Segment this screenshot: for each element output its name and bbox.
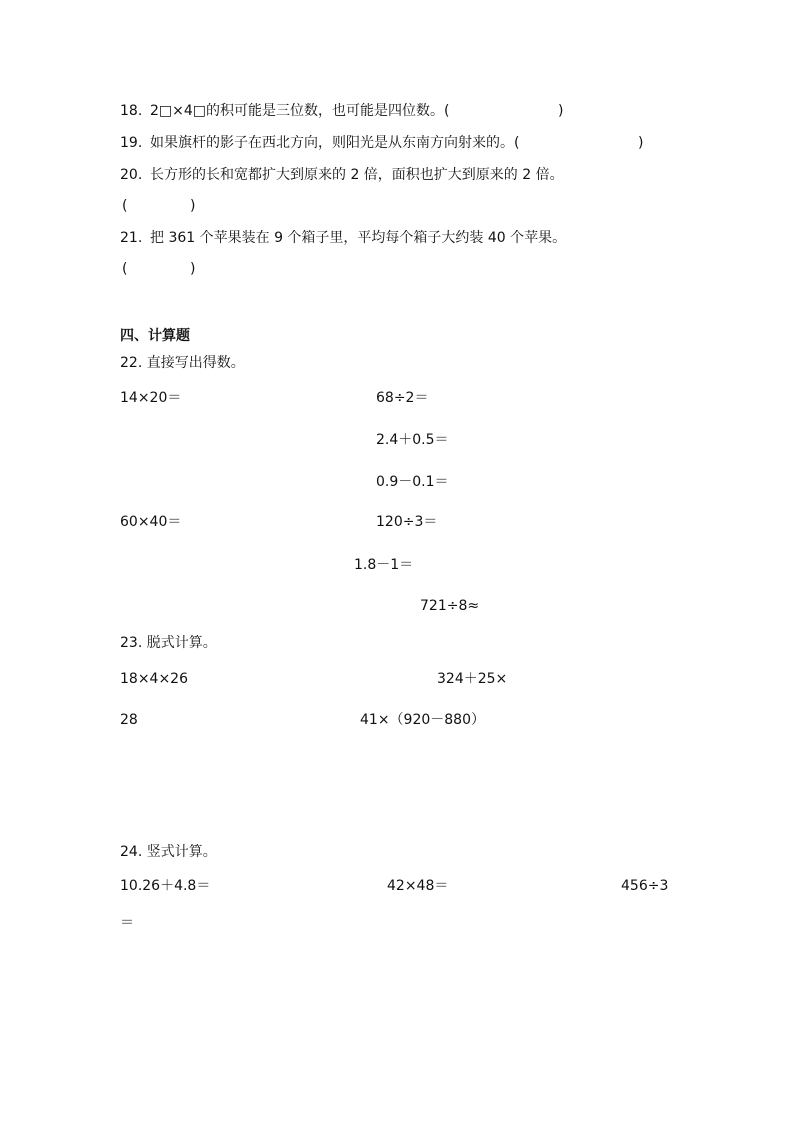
question-text: 2□×4□的积可能是三位数，也可能是四位数。( — [150, 103, 450, 119]
question-number: 19. — [120, 135, 143, 151]
answer-paren-close: ) — [558, 103, 564, 119]
vertical-calc-item: 10.26＋4.8＝ — [120, 878, 211, 894]
oral-calc-item: 2.4＋0.5＝ — [376, 432, 449, 448]
question-number: 21. — [120, 230, 143, 246]
oral-calc-item: 120÷3＝ — [376, 514, 438, 530]
answer-paren-close: ) — [190, 198, 196, 214]
question-text: 如果旗杆的影子在西北方向，则阳光是从东南方向射来的。( — [150, 135, 520, 151]
step-calc-item: 18×4×26 — [120, 671, 188, 687]
question-title: 24. 竖式计算。 — [120, 844, 217, 860]
question-title: 23. 脱式计算。 — [120, 635, 217, 651]
vertical-calc-item: ＝ — [120, 915, 134, 931]
section-title: 四、计算题 — [120, 328, 190, 344]
oral-calc-item: 0.9－0.1＝ — [376, 474, 449, 490]
oral-calc-item: 60×40＝ — [120, 514, 182, 530]
question-title: 22. 直接写出得数。 — [120, 355, 245, 371]
oral-calc-item: 1.8－1＝ — [354, 557, 414, 573]
question-text: 把 361 个苹果装在 9 个箱子里，平均每个箱子大约装 40 个苹果。 — [150, 230, 567, 246]
oral-calc-item: 68÷2＝ — [376, 390, 429, 406]
answer-paren-open: ( — [122, 198, 128, 214]
step-calc-item: 324＋25× — [437, 671, 508, 687]
answer-paren-open: ( — [122, 261, 128, 277]
question-number: 18. — [120, 103, 143, 119]
step-calc-item: 28 — [120, 712, 138, 728]
answer-paren-close: ) — [190, 261, 196, 277]
vertical-calc-item: 456÷3 — [621, 878, 669, 894]
step-calc-item: 41×（920－880） — [360, 712, 485, 728]
oral-calc-item: 721÷8≈ — [420, 598, 480, 614]
answer-paren-close: ) — [638, 135, 644, 151]
question-text: 长方形的长和宽都扩大到原来的 2 倍，面积也扩大到原来的 2 倍。 — [150, 167, 564, 183]
vertical-calc-item: 42×48＝ — [387, 878, 449, 894]
oral-calc-item: 14×20＝ — [120, 390, 182, 406]
question-number: 20. — [120, 167, 143, 183]
